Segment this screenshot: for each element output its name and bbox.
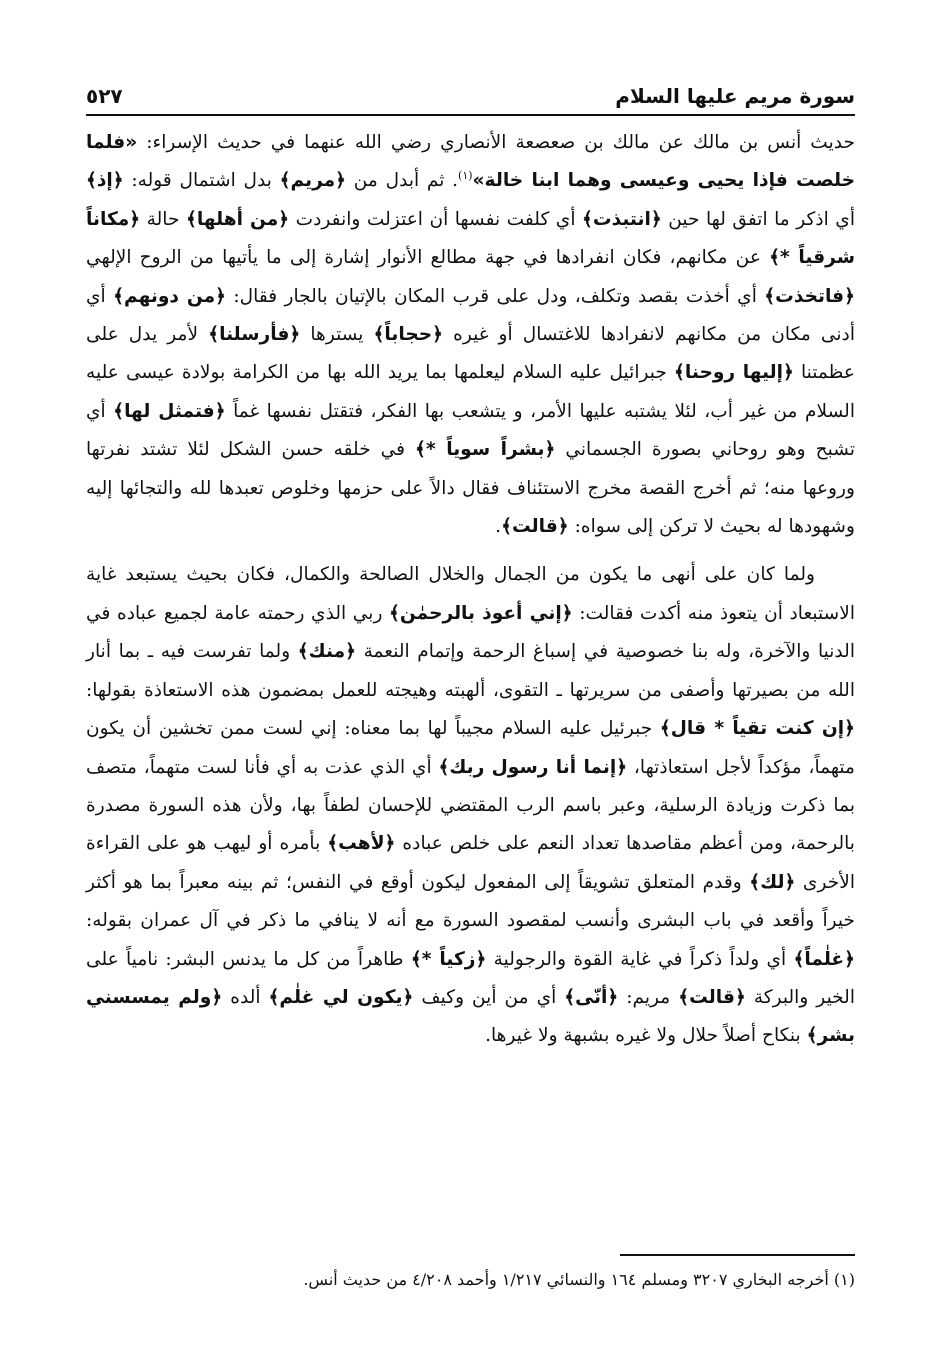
text-run: يسترها [300,324,374,346]
quran-quote: ﴿فتمثل لها﴾ [113,400,226,422]
quran-quote: ﴿لأهب﴾ [327,833,396,855]
text-run: حالة [140,208,186,230]
text-run: طاهراً من كل ما يدنس البشر: نامياً على الخير والبركة [86,948,856,1008]
quran-quote: ﴿حجاباً﴾ [373,324,444,346]
page-number: ٥٢٧ [86,84,123,108]
quran-quote: ﴿مريم﴾ [279,170,347,192]
text-run: أي اذكر ما اتفق لها حين [661,208,856,230]
text-run: ولما كان على أنهى ما يكون من الجمال والخلال الصالحة والكمال، فكان بحيث يستبعد غاية الاستبعاد أن يتعوذ منه أكدت فقالت: [86,564,855,624]
text-run: بدل اشتمال قوله: [123,170,280,192]
text-run: بنكاح أصلاً حلال ولا غيره بشبهة ولا غيرها. [485,1025,807,1047]
text-run: عن مكانهم، فكان انفرادها في جهة مطالع الأنوار إشارة إلى ما يأتيها من الروح الإلهي [86,247,770,269]
chapter-title: سورة مريم عليها السلام [615,84,855,108]
text-run: أي أخذت بقصد وتكلف، ودل على قرب المكان بالإتيان بالجار فقال: [226,285,765,307]
body-text [86,124,855,1056]
quran-quote: ﴿انتبذت﴾ [582,208,662,230]
text-run: ولما تفرست فيه ـ بما أنار الله من بصيرتها وأصفى من سريرتها ـ التقوى، ألهبته وهيجته للعمل بمضمون هذه الاستعاذة بقولها: [86,641,855,701]
paragraph-1 [86,124,855,546]
quran-quote: ﴿قالت﴾ [501,516,569,538]
text-run: أي تشبح وهو روحاني بصورة الجسماني [86,400,855,461]
quran-quote: ﴿إنما أنا رسول ربك﴾ [438,756,628,778]
text-run: مريم: [618,986,679,1008]
quran-quote: ﴿بشراً سوياً *﴾ [415,439,556,461]
text-run: جبرئيل عليه السلام مجيباً لها بما معناه: إني لست ممن تخشين أن يكون متهماً، مؤكداً لأجل استعاذتها، [86,718,856,778]
quran-quote: ﴿إذ﴾ [86,170,124,192]
quran-quote: ﴿زكياً *﴾ [410,948,487,970]
quran-quote: ﴿فأرسلنا﴾ [208,324,301,346]
text-run: لأمر يدل على عظمتنا [86,324,855,384]
footnote-ref: (١) [458,169,473,183]
header-rule [86,114,855,116]
quran-quote: ﴿قالت﴾ [678,986,746,1008]
text-run: جبرائيل عليه السلام ليعلمها بما يريد الله بها من الكرامة بولادة عيسى عليه السلام من غير أب، لئلا يشتبه عليها الأمر، و يتشعب بها الفكر، فتقتل نفسها غماً [86,362,855,422]
text-run: . [495,516,502,538]
quran-quote: ﴿إن كنت تقياً * قال﴾ [659,718,855,740]
running-header [86,68,855,108]
quran-quote: ﴿يكون لي غلٰم﴾ [268,986,414,1008]
text-run: أي ولداً ذكراً في غاية القوة والرجولية [486,948,794,970]
text-run: في خلقه حسن الشكل لئلا تشتد نفرتها وروعها منه؛ ثم أخرج القصة مخرج الاستئناف فقال دالاً على حزمها وخلوص تعبدها لله والتجائها إليه وشهودها له بحيث لا تركن إلى سواه: [86,439,855,538]
text-run: حديث أنس بن مالك عن مالك بن صعصعة الأنصاري رضي الله عنهما في حديث الإسراء: [137,132,855,153]
text-run: ألده [222,986,269,1008]
quran-quote: ﴿لك﴾ [749,871,796,893]
text-run: . ثم أبدل من [346,170,459,192]
quran-quote: ﴿من أهلها﴾ [185,208,290,230]
quran-quote: ﴿منك﴾ [297,641,356,663]
quran-quote: ﴿أنّى﴾ [564,986,619,1008]
text-run: أي كلفت نفسها أن اعتزلت وانفردت [289,208,583,230]
footnote-rule [620,1254,855,1256]
text-run: وقدم المتعلق تشويقاً إلى المفعول ليكون أوقع في النفس؛ ثم بينه معبراً بما هو أكثر خيراً وأقعد في باب البشرى وأنسب لمقصود السورة مع أنه لا ينافي ما ذكر في آل عمران بقوله: [86,871,855,932]
quran-quote: ﴿إني أعوذ بالرحمٰن﴾ [389,602,573,624]
text-run: أي من أين وكيف [413,986,565,1008]
text-run: بأمره أو ليهب هو على القراءة الأخرى [86,833,855,893]
quran-quote: ﴿ولم يمسسني بشر﴾ [86,986,855,1047]
quran-quote: ﴿من دونهم﴾ [113,285,227,307]
text-run: أي الذي عذت به أي فأنا لست متهماً، متصف بما ذكرت وزيادة الرسلية، وعبر باسم الرب المقتضي للإحسان لطفاً بها، ولأن هذه السورة مصدرة بالرحمة، ومن أعظم مقاصدها تعداد النعم على خلص عباده [86,756,855,855]
text-run: أي أدنى مكان من مكانهم لانفرادها للاغتسال أو غيره [86,285,855,346]
quran-quote: ﴿غلٰماً﴾ [793,948,856,970]
paragraph-2 [86,556,855,1055]
quran-quote: ﴿مكاناً شرقياً *﴾ [86,208,855,269]
footnote: (١) أخرجه البخاري ٣٢٠٧ ومسلم ١٦٤ والنسائي ١/٢١٧ وأحمد ٤/٢٠٨ من حديث أنس. [303,1270,855,1289]
quran-quote: ﴿فاتخذت﴾ [764,285,856,307]
quran-quote: ﴿إليها روحنا﴾ [673,362,794,384]
text-run: ربي الذي رحمته عامة لجميع عباده في الدنيا والآخرة، وله بنا خصوصية في إسباغ الرحمة وإتمام النعمة [86,602,855,663]
quran-quote: «فلما خلصت فإذا يحيى وعيسى وهما ابنا خالة» [86,132,856,192]
